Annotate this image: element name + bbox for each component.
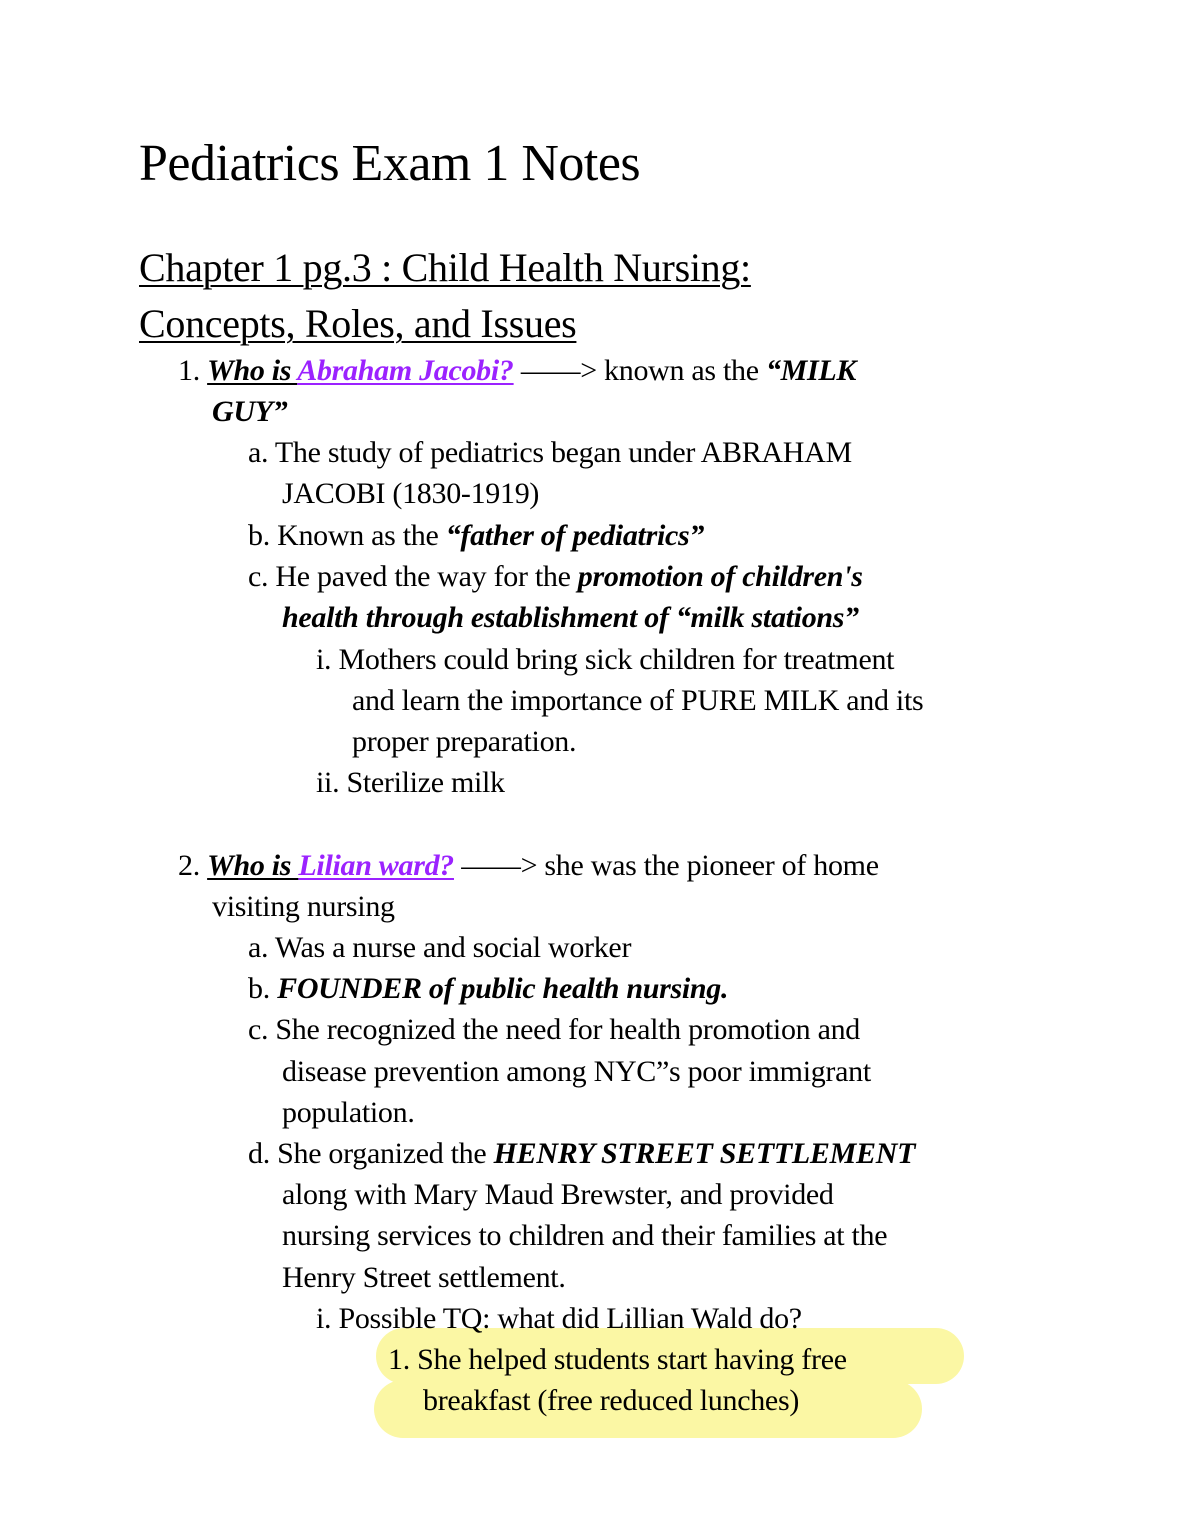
q2-arrow-text: ——> she was the pioneer of home — [454, 849, 879, 882]
q2-c-text: She recognized the need for health promotion and — [275, 1013, 860, 1046]
q1-item-b — [248, 516, 704, 556]
q1-arrow-text: ——> known as the — [513, 354, 766, 387]
q2-item-b — [248, 969, 728, 1009]
q1-c-marker: c. — [248, 560, 269, 593]
q2-d-i-text: Possible TQ: what did Lillian Wald do? — [338, 1302, 802, 1335]
q1-name-link[interactable]: Abraham Jacobi? — [297, 354, 514, 387]
q2-d-i-sub-item-1 — [388, 1340, 847, 1380]
q2-c-marker: c. — [248, 1013, 269, 1046]
q1-a-text: The study of pediatrics began under ABRAHAM — [274, 436, 852, 469]
q1-c-i-marker: i. — [316, 643, 332, 676]
q2-d-marker: d. — [248, 1137, 270, 1170]
q2-marker: 2. — [178, 849, 200, 882]
q1-item-a — [248, 433, 852, 473]
q2-d-i-sub1-continued: breakfast (free reduced lunches) — [423, 1384, 800, 1417]
document-title: Pediatrics Exam 1 Notes — [139, 135, 641, 192]
q2-item-a — [248, 928, 631, 968]
q2-d-i-sub1-marker: 1. — [388, 1343, 410, 1376]
q2-d-emphasis: HENRY STREET SETTLEMENT — [493, 1137, 916, 1170]
q2-d-continued-3: Henry Street settlement. — [282, 1261, 566, 1294]
q2-prefix: Who is — [207, 849, 299, 882]
q1-c-text: He paved the way for the — [275, 560, 578, 593]
q1-a-marker: a. — [248, 436, 269, 469]
q1-nickname: “MILK — [765, 354, 857, 387]
q1-c-ii-text: Sterilize milk — [346, 766, 505, 799]
q2-d-item-i — [316, 1299, 802, 1339]
q2-b-emphasis: FOUNDER of public health nursing. — [277, 972, 729, 1005]
q2-name-link[interactable]: Lilian ward? — [298, 849, 454, 882]
q2-d-continued-1: along with Mary Maud Brewster, and provided — [282, 1178, 834, 1211]
q1-c-emphasis: promotion of children's — [577, 560, 863, 593]
q1-c-emphasis-continued: health through establishment of “milk stations” — [282, 601, 859, 634]
chapter-heading-line1: Chapter 1 pg.3 : Child Health Nursing: — [139, 245, 751, 290]
q2-line-continued: visiting nursing — [212, 890, 395, 923]
q1-c-item-i — [316, 640, 894, 680]
q1-nickname-continued: GUY” — [212, 395, 288, 428]
q2-item-d — [248, 1134, 915, 1174]
q1-line — [178, 351, 856, 391]
q1-c-i-continued-2: proper preparation. — [352, 725, 577, 758]
q1-c-item-ii — [316, 763, 505, 803]
q1-c-i-text: Mothers could bring sick children for treatment — [338, 643, 895, 676]
q2-a-marker: a. — [248, 931, 269, 964]
q2-c-continued-1: disease prevention among NYC”s poor immigrant — [282, 1055, 871, 1088]
q1-b-marker: b. — [248, 519, 270, 552]
q1-c-ii-marker: ii. — [316, 766, 340, 799]
q1-b-text: Known as the — [277, 519, 446, 552]
q2-line — [178, 846, 879, 886]
q1-item-c — [248, 557, 863, 597]
q2-b-marker: b. — [248, 972, 270, 1005]
chapter-heading — [139, 240, 751, 295]
q1-a-continued: JACOBI (1830-1919) — [282, 477, 540, 510]
q2-a-text: Was a nurse and social worker — [274, 931, 632, 964]
q2-d-continued-2: nursing services to children and their families at the — [282, 1219, 888, 1252]
q1-c-i-continued-1: and learn the importance of PURE MILK and its — [352, 684, 924, 717]
q2-d-text: She organized the — [277, 1137, 494, 1170]
q1-b-emphasis: “father of pediatrics” — [445, 519, 705, 552]
q2-item-c — [248, 1010, 860, 1050]
chapter-heading-line2: Concepts, Roles, and Issues — [139, 301, 577, 346]
q2-d-i-marker: i. — [316, 1302, 332, 1335]
chapter-heading-continued — [139, 296, 576, 351]
q1-prefix: Who is — [207, 354, 298, 387]
q2-c-continued-2: population. — [282, 1096, 415, 1129]
q1-marker: 1. — [178, 354, 200, 387]
q2-d-i-sub1-text: She helped students start having free — [417, 1343, 847, 1376]
